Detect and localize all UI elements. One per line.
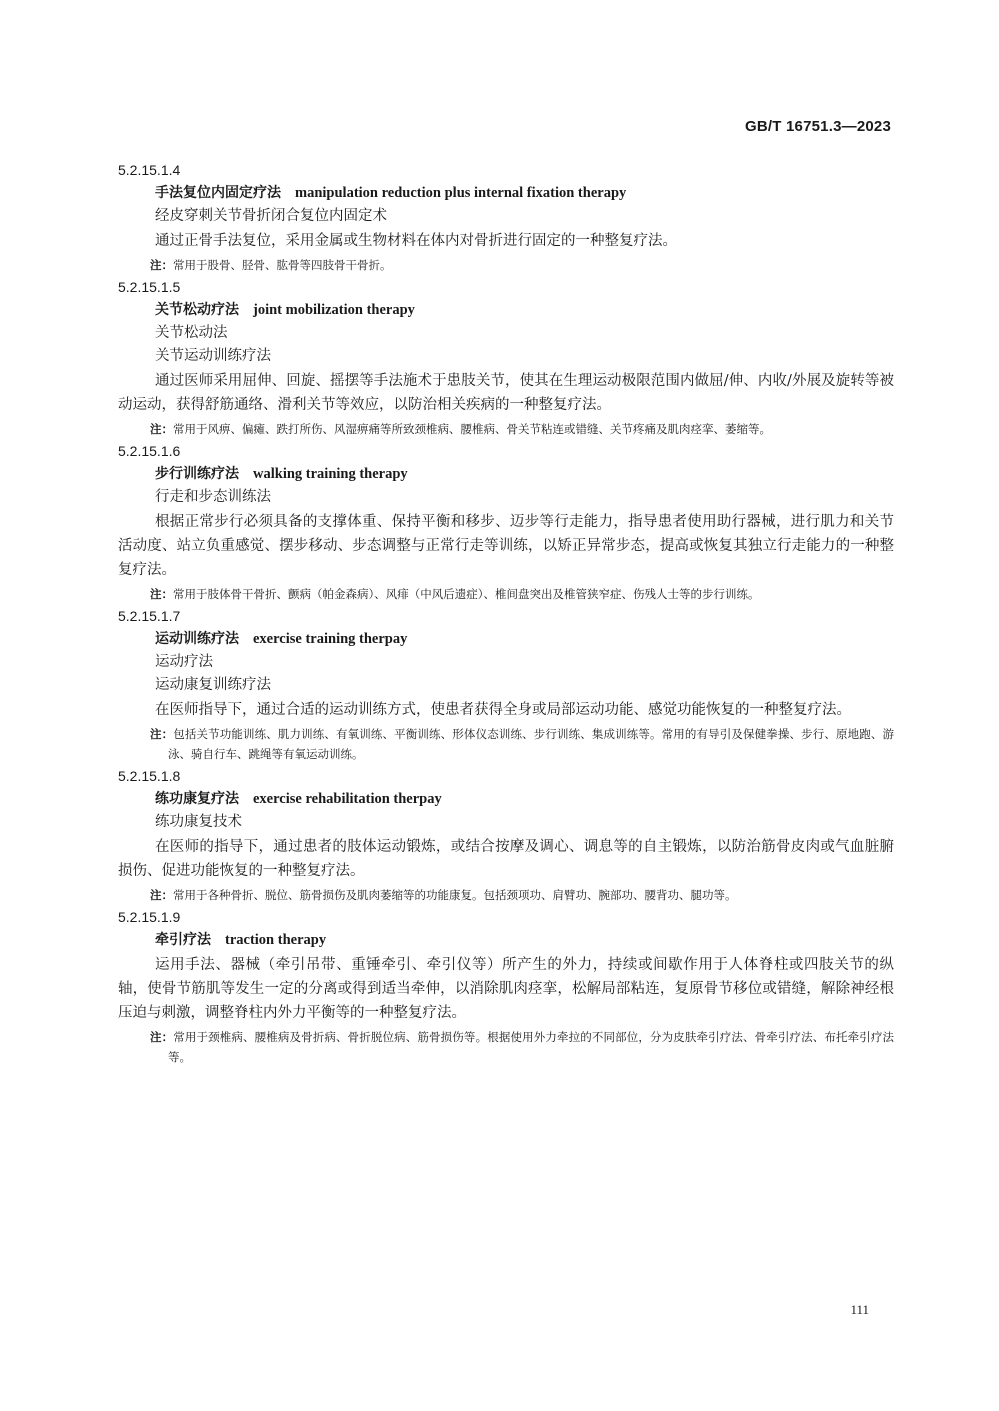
term-definition: 运用手法、器械（牵引吊带、重锤牵引、牵引仪等）所产生的外力，持续或间歇作用于人体脊柱或四肢关节的纵轴，使骨节筋肌等发生一定的分离或得到适当牵伸，以消除肌肉痉挛，松解局部粘连，复原骨节移位或错缝，解除神经根压迫与刺激，调整脊柱内外力平衡等的一种整复疗法。 bbox=[118, 957, 894, 1021]
term-entry bbox=[118, 441, 894, 604]
term-synonym: 运动康复训练疗法 bbox=[155, 677, 271, 693]
term-entry bbox=[118, 277, 894, 439]
term-english: exercise training therpay bbox=[253, 631, 408, 647]
note-label: 注： bbox=[150, 422, 173, 436]
term-synonym: 行走和步态训练法 bbox=[155, 489, 271, 505]
clause-number: 5.2.15.1.9 bbox=[118, 909, 181, 925]
clause-number: 5.2.15.1.5 bbox=[118, 279, 181, 295]
term-synonym: 经皮穿刺关节骨折闭合复位内固定术 bbox=[155, 208, 387, 224]
note-label: 注： bbox=[150, 587, 173, 601]
term-heading bbox=[155, 629, 894, 649]
term-synonym: 练功康复技术 bbox=[155, 814, 242, 830]
note-text: 常用于股骨、胫骨、肱骨等四肢骨干骨折。 bbox=[173, 258, 392, 272]
term-note bbox=[150, 885, 894, 905]
term-heading bbox=[155, 183, 894, 203]
term-definition: 在医师的指导下，通过患者的肢体运动锻炼，或结合按摩及调心、调息等的自主锻炼，以防治筋骨皮肉或气血脏腑损伤、促进功能恢复的一种整复疗法。 bbox=[118, 839, 894, 879]
term-heading bbox=[155, 300, 894, 320]
term-english: traction therapy bbox=[225, 932, 327, 948]
note-label: 注： bbox=[150, 1030, 174, 1044]
term-english: manipulation reduction plus internal fixation therapy bbox=[295, 185, 627, 201]
term-definition: 根据正常步行必须具备的支撑体重、保持平衡和移步、迈步等行走能力，指导患者使用助行器械，进行肌力和关节活动度、站立负重感觉、摆步移动、步态调整与正常行走等训练，以矫正异常步态，提高或恢复其独立行走能力的一种整复疗法。 bbox=[118, 514, 894, 578]
clause-number: 5.2.15.1.6 bbox=[118, 443, 181, 459]
term-chinese: 牵引疗法 bbox=[155, 932, 211, 948]
clause-number: 5.2.15.1.4 bbox=[118, 162, 181, 178]
term-synonym: 关节运动训练疗法 bbox=[155, 348, 271, 364]
term-heading bbox=[155, 464, 894, 484]
term-entry bbox=[118, 160, 894, 275]
note-label: 注： bbox=[150, 727, 174, 741]
term-chinese: 练功康复疗法 bbox=[155, 791, 239, 807]
note-text: 常用于颈椎病、腰椎病及骨折病、骨折脱位病、筋骨损伤等。根据使用外力牵拉的不同部位，分为皮肤牵引疗法、骨牵引疗法、布托牵引疗法等。 bbox=[168, 1030, 895, 1064]
standard-code: GB/T 16751.3—2023 bbox=[745, 118, 891, 135]
clause-number: 5.2.15.1.7 bbox=[118, 608, 181, 624]
term-english: joint mobilization therapy bbox=[253, 302, 415, 318]
term-synonym: 运动疗法 bbox=[155, 654, 213, 670]
term-definition: 在医师指导下，通过合适的运动训练方式，使患者获得全身或局部运动功能、感觉功能恢复的一种整复疗法。 bbox=[155, 702, 851, 718]
page-number: 111 bbox=[850, 1302, 869, 1317]
term-english: walking training therapy bbox=[253, 466, 408, 482]
term-note bbox=[150, 255, 894, 275]
note-text: 常用于肢体骨干骨折、颤病（帕金森病）、风痱（中风后遗症）、椎间盘突出及椎管狭窄症、伤残人士等的步行训练。 bbox=[173, 587, 760, 601]
term-note bbox=[150, 1027, 894, 1067]
note-label: 注： bbox=[150, 258, 173, 272]
term-chinese: 手法复位内固定疗法 bbox=[155, 185, 281, 201]
term-entry bbox=[118, 606, 894, 764]
term-chinese: 步行训练疗法 bbox=[155, 466, 239, 482]
clause-number: 5.2.15.1.8 bbox=[118, 768, 181, 784]
term-entry bbox=[118, 907, 894, 1067]
document-body bbox=[118, 160, 894, 1069]
term-heading bbox=[155, 789, 894, 809]
term-english: exercise rehabilitation therpay bbox=[253, 791, 442, 807]
term-entry bbox=[118, 766, 894, 905]
note-text: 常用于各种骨折、脱位、筋骨损伤及肌肉萎缩等的功能康复。包括颈项功、肩臂功、腕部功、腰背功、腿功等。 bbox=[173, 888, 737, 902]
term-heading bbox=[155, 930, 894, 950]
term-note bbox=[150, 584, 894, 604]
note-text: 常用于风痹、偏瘫、跌打所伤、风湿痹痛等所致颈椎病、腰椎病、骨关节粘连或错缝、关节疼痛及肌肉痉挛、萎缩等。 bbox=[173, 422, 771, 436]
term-chinese: 关节松动疗法 bbox=[155, 302, 239, 318]
note-label: 注： bbox=[150, 888, 173, 902]
note-text: 包括关节功能训练、肌力训练、有氧训练、平衡训练、形体仪态训练、步行训练、集成训练等。常用的有导引及保健拳操、步行、原地跑、游泳、骑自行车、跳绳等有氧运动训练。 bbox=[168, 727, 895, 761]
term-definition: 通过医师采用屈伸、回旋、摇摆等手法施术于患肢关节，使其在生理运动极限范围内做屈/伸、内收/外展及旋转等被动运动，获得舒筋通络、滑利关节等效应，以防治相关疾病的一种整复疗法。 bbox=[118, 373, 894, 413]
term-note bbox=[150, 419, 894, 439]
term-definition: 通过正骨手法复位，采用金属或生物材料在体内对骨折进行固定的一种整复疗法。 bbox=[155, 233, 677, 249]
term-note bbox=[150, 724, 894, 764]
term-chinese: 运动训练疗法 bbox=[155, 631, 239, 647]
term-synonym: 关节松动法 bbox=[155, 325, 228, 341]
